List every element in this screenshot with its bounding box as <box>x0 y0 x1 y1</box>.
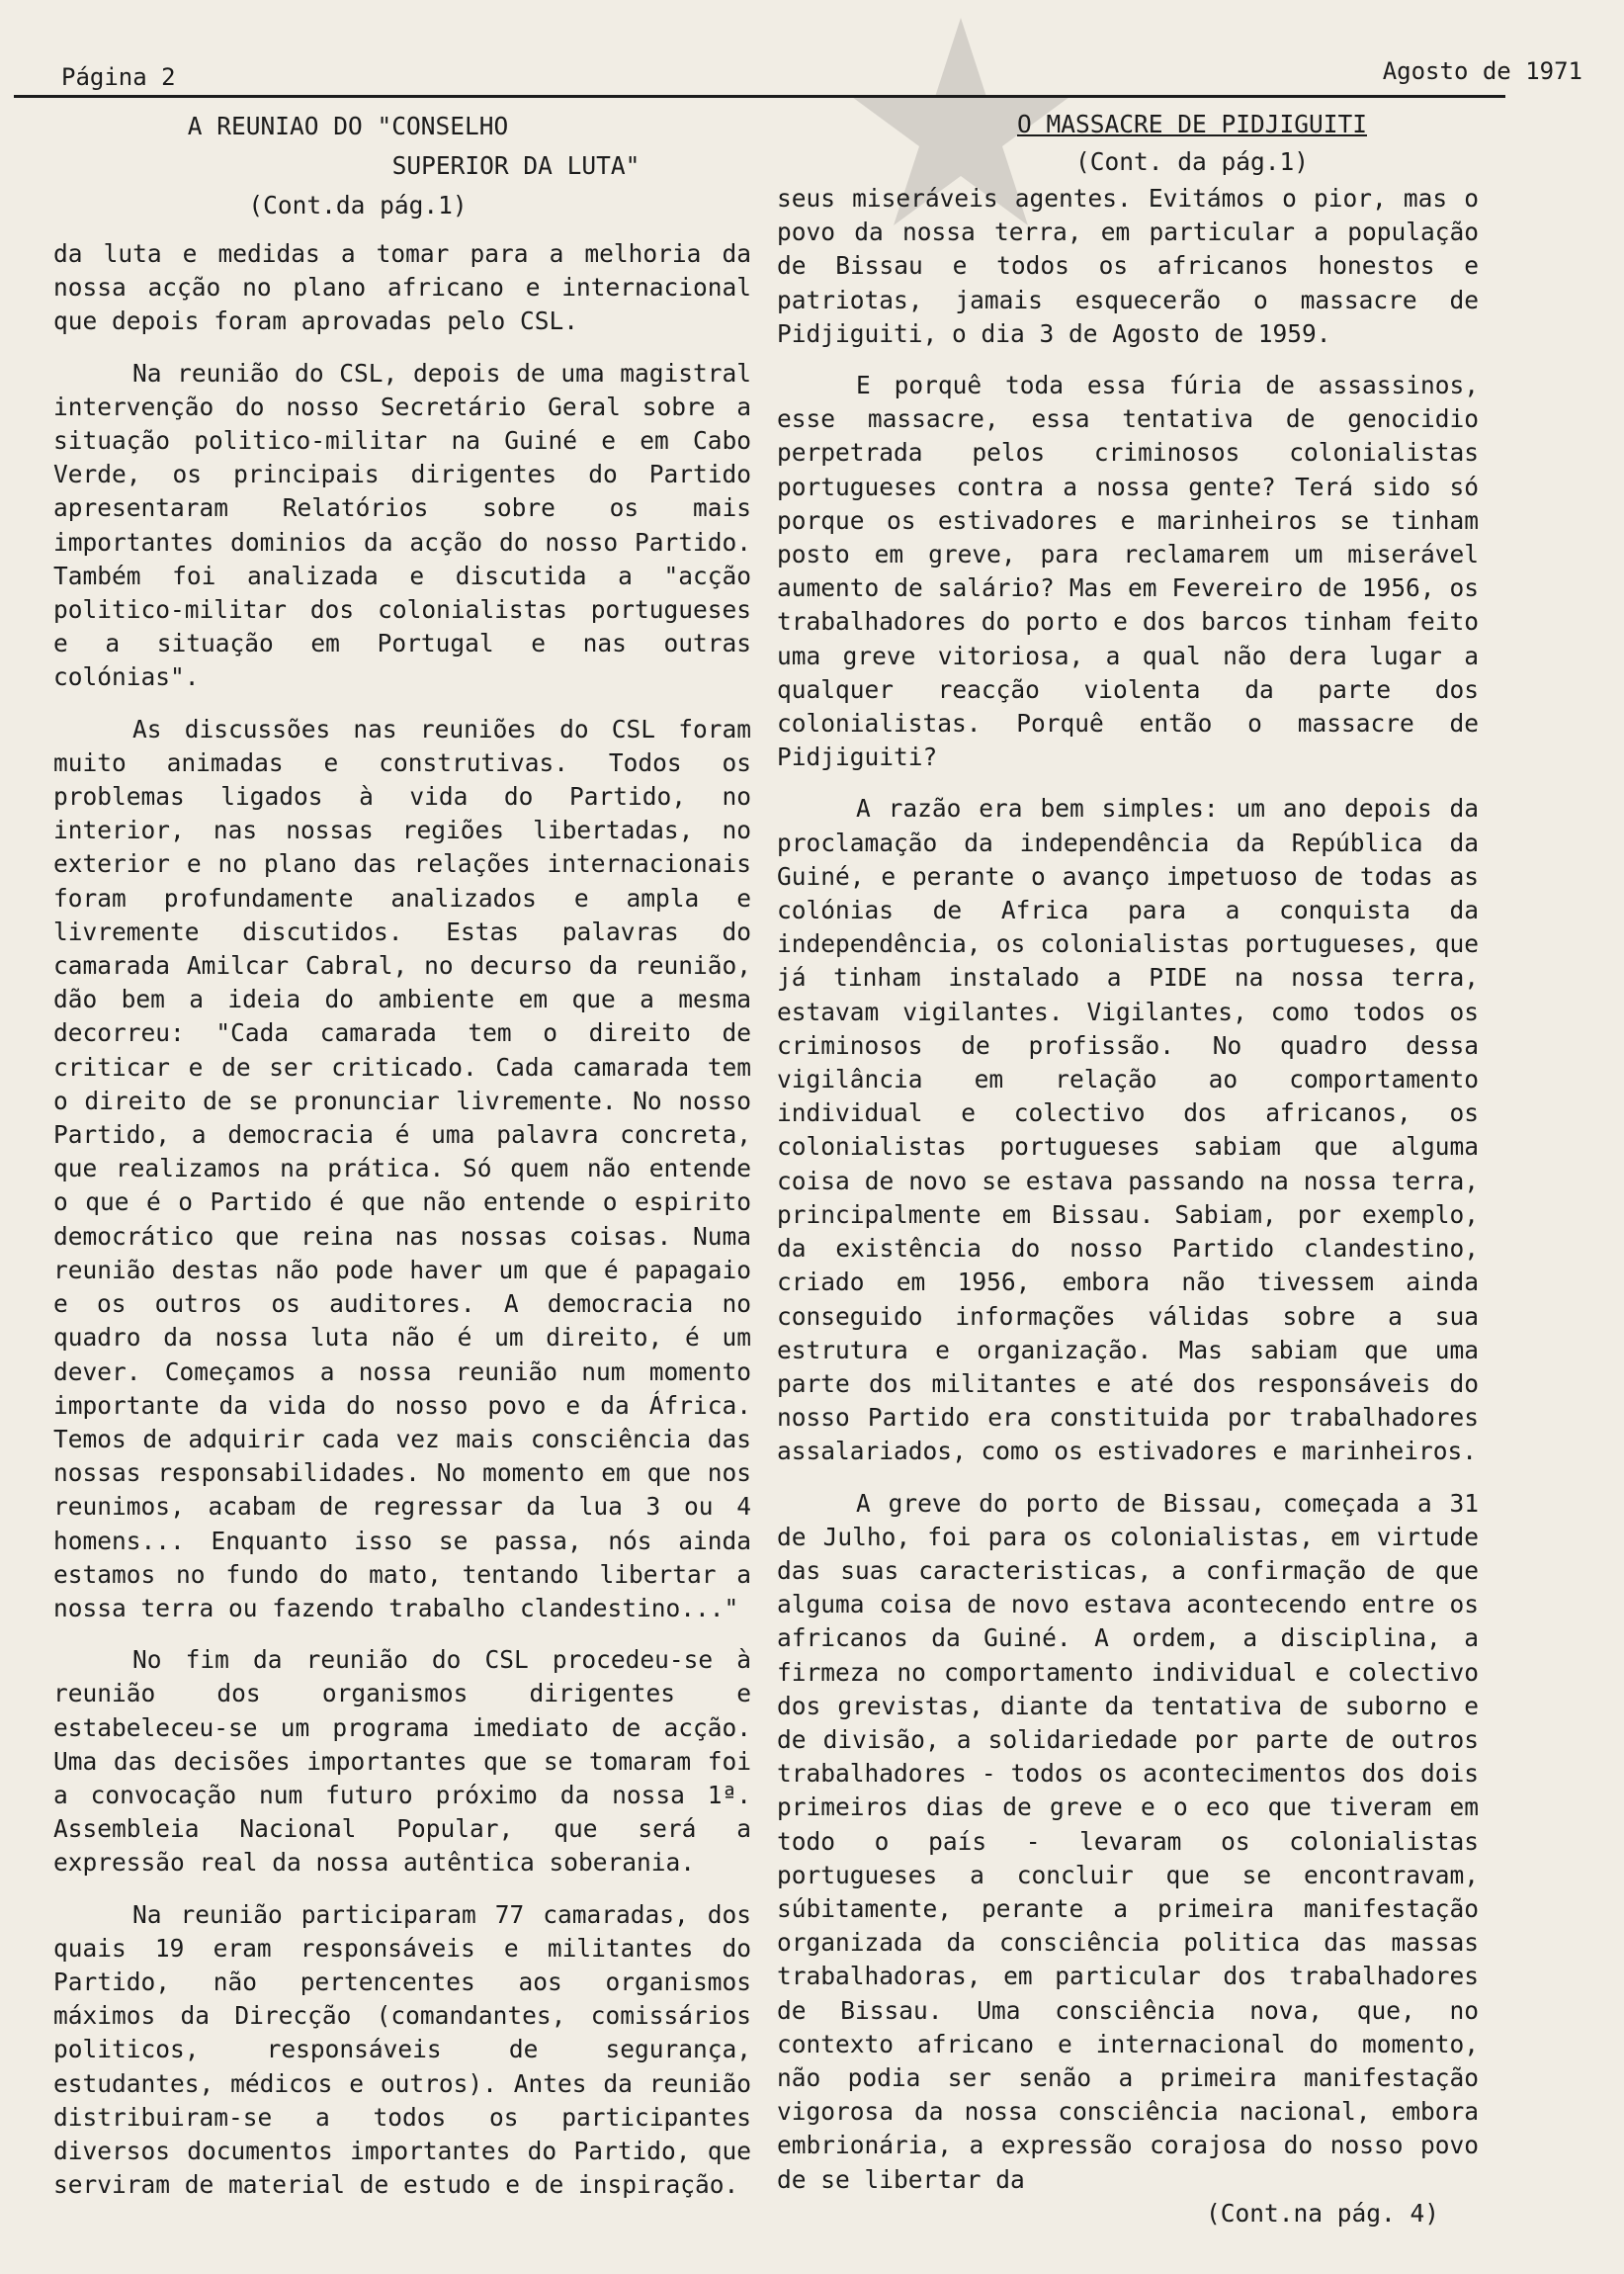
paragraph: Na reunião do CSL, depois de uma magistral intervenção do nosso Secretário Geral sobre a situação politico-militar na Guiné e em Cabo Verde, os principais dirigentes do Partido apresentaram Relatórios sobre os mais importantes dominios da acção do nosso Partido. Também foi analizada e discutida a "acção politico-militar dos colonialistas portugueses e a situação em Portugal e nas outras colónias". <box>53 358 751 692</box>
paragraph: seus miseráveis agentes. Evitámos o pior, mas o povo da nossa terra, em particular a população de Bissau e todos os africanos honestos e patriotas, jamais esquecerão o massacre de Pidjiguiti, o dia 3 de Agosto de 1959. <box>777 184 1479 348</box>
header-rule <box>14 95 1505 98</box>
right-title-text: O MASSACRE DE PIDJIGUITI <box>1016 110 1367 138</box>
paragraph: E porquê toda essa fúria de assassinos, esse massacre, essa tentativa de genocidio perpetrada pelos criminosos colonialistas portugueses contra a nossa gente? Terá sido só porque os estivadores e marinheiros se tinham posto em greve, para reclamarem um miserável aumento de salário? Mas em Fevereiro de 1956, os trabalhadores do porto e dos barcos tinham feito uma greve vitoriosa, a qual não dera lugar a qualquer reacção violenta da parte dos colonialistas. Porquê então o massacre de Pidjiguiti? <box>777 371 1479 772</box>
issue-date: Agosto de 1971 <box>1382 57 1582 85</box>
paragraph: A greve do porto de Bissau, começada a 31 de Julho, foi para os colonialistas, em virtude das suas caracteristicas, a confirmação de que alguma coisa de novo estava acontecendo entre os africanos da Guiné. A ordem, a disciplina, a firmeza no comportamento individual e colectivo dos grevistas, diante da tentativa de suborno e de divisão, a solidariedade por parte de outros trabalhadores - todos os acontecimentos dos dois primeiros dias de greve e o eco que tiveram em todo o país - levaram os colonialistas portugueses a concluir que se encontravam, súbitamente, perante a primeira manifestação organizada da consciência politica das massas trabalhadoras, em particular dos trabalhadores de Bissau. Uma consciência nova, que, no contexto africano e internacional do momento, não podia ser senão a primeira manifestação vigorosa da nossa consciência nacional, embora embrionária, a expressão corajosa do nosso povo de se libertar da <box>777 1488 1479 2194</box>
page-number: Página 2 <box>61 63 176 91</box>
paragraph: No fim da reunião do CSL procedeu-se à reunião dos organismos dirigentes e estabeleceu-se um programa imediato de acção. Uma das decisões importantes que se tomaram foi a convocação num futuro próximo da nossa 1ª. Assembleia Nacional Popular, que será a expressão real da nossa autêntica soberania. <box>53 1645 751 1878</box>
right-column <box>777 107 1479 2230</box>
left-title-line-2: SUPERIOR DA LUTA" <box>391 151 641 180</box>
paragraph: A razão era bem simples: um ano depois da proclamação da independência da República da Guiné, e perante o avanço impetuoso de todas as colónias de Africa para a conquista da independência, os colonialistas portugueses, que já tinham instalado a PIDE na nossa terra, estavam vigilantes. Vigilantes, como todos os criminosos de profissão. No quadro dessa vigilância em relação ao comportamento individual e colectivo dos africanos, os colonialistas portugueses sabiam que alguma coisa de novo se estava passando na nossa terra, principalmente em Bissau. Sabiam, por exemplo, da existência do nosso Partido clandestino, criado em 1956, embora não tivessem ainda conseguido informações válidas sobre a sua estrutura e organização. Mas sabiam que uma parte dos militantes e até dos responsáveis do nosso Partido era constituida por trabalhadores assalariados, como os estivadores e marinheiros. <box>777 794 1479 1466</box>
paragraph: da luta e medidas a tomar para a melhoria da nossa acção no plano africano e internacional que depois foram aprovadas pelo CSL. <box>53 239 751 336</box>
left-continuation: (Cont.da pág.1) <box>248 191 468 219</box>
left-column <box>53 107 751 2220</box>
left-title-line-1: A REUNIAO DO "CONSELHO <box>187 112 509 140</box>
paragraph: As discussões nas reuniões do CSL foram muito animadas e construtivas. Todos os problemas ligados à vida do Partido, no interior, nas nossas regiões libertadas, no exterior e no plano das relações internacionais foram profundamente analizados e ampla e livremente discutidos. Estas palavras do camarada Amilcar Cabral, no decurso da reunião, dão bem a ideia do ambiente em que a mesma decorreu: "Cada camarada tem o direito de criticar e de ser criticado. Cada camarada tem o direito de se pronunciar livremente. No nosso Partido, a democracia é uma palavra concreta, que realizamos na prática. Só quem não entende o que é o Partido é que não entende o espirito democrático que reina nas nossas coisas. Numa reunião destas não pode haver um que é papagaio e os outros os auditores. A democracia no quadro da nossa luta não é um direito, é um dever. Começamos a nossa reunião num momento importante da vida do nosso povo e da África. Temos de adquirir cada vez mais consciência das nossas responsabilidades. No momento em que nos reunimos, acabam de regressar da lua 3 ou 4 homens... Enquanto isso se passa, nós ainda estamos no fundo do mato, tentando libertar a nossa terra ou fazendo trabalho clandestino..." <box>53 714 751 1622</box>
paragraph: Na reunião participaram 77 camaradas, dos quais 19 eram responsáveis e militantes do Partido, não pertencentes aos organismos máximos da Direcção (comandantes, comissários politicos, responsáveis de segurança, estudantes, médicos e outros). Antes da reunião distribuiram-se a todos os participantes diversos documentos importantes do Partido, que serviram de material de estudo e de inspiração. <box>53 1899 751 2200</box>
right-continuation: (Cont. da pág.1) <box>1074 147 1309 176</box>
continued-on-note: (Cont.na pág. 4) <box>1205 2198 1439 2228</box>
page-header <box>16 57 1608 97</box>
left-article-title <box>53 107 751 225</box>
right-article-title <box>905 107 1479 182</box>
